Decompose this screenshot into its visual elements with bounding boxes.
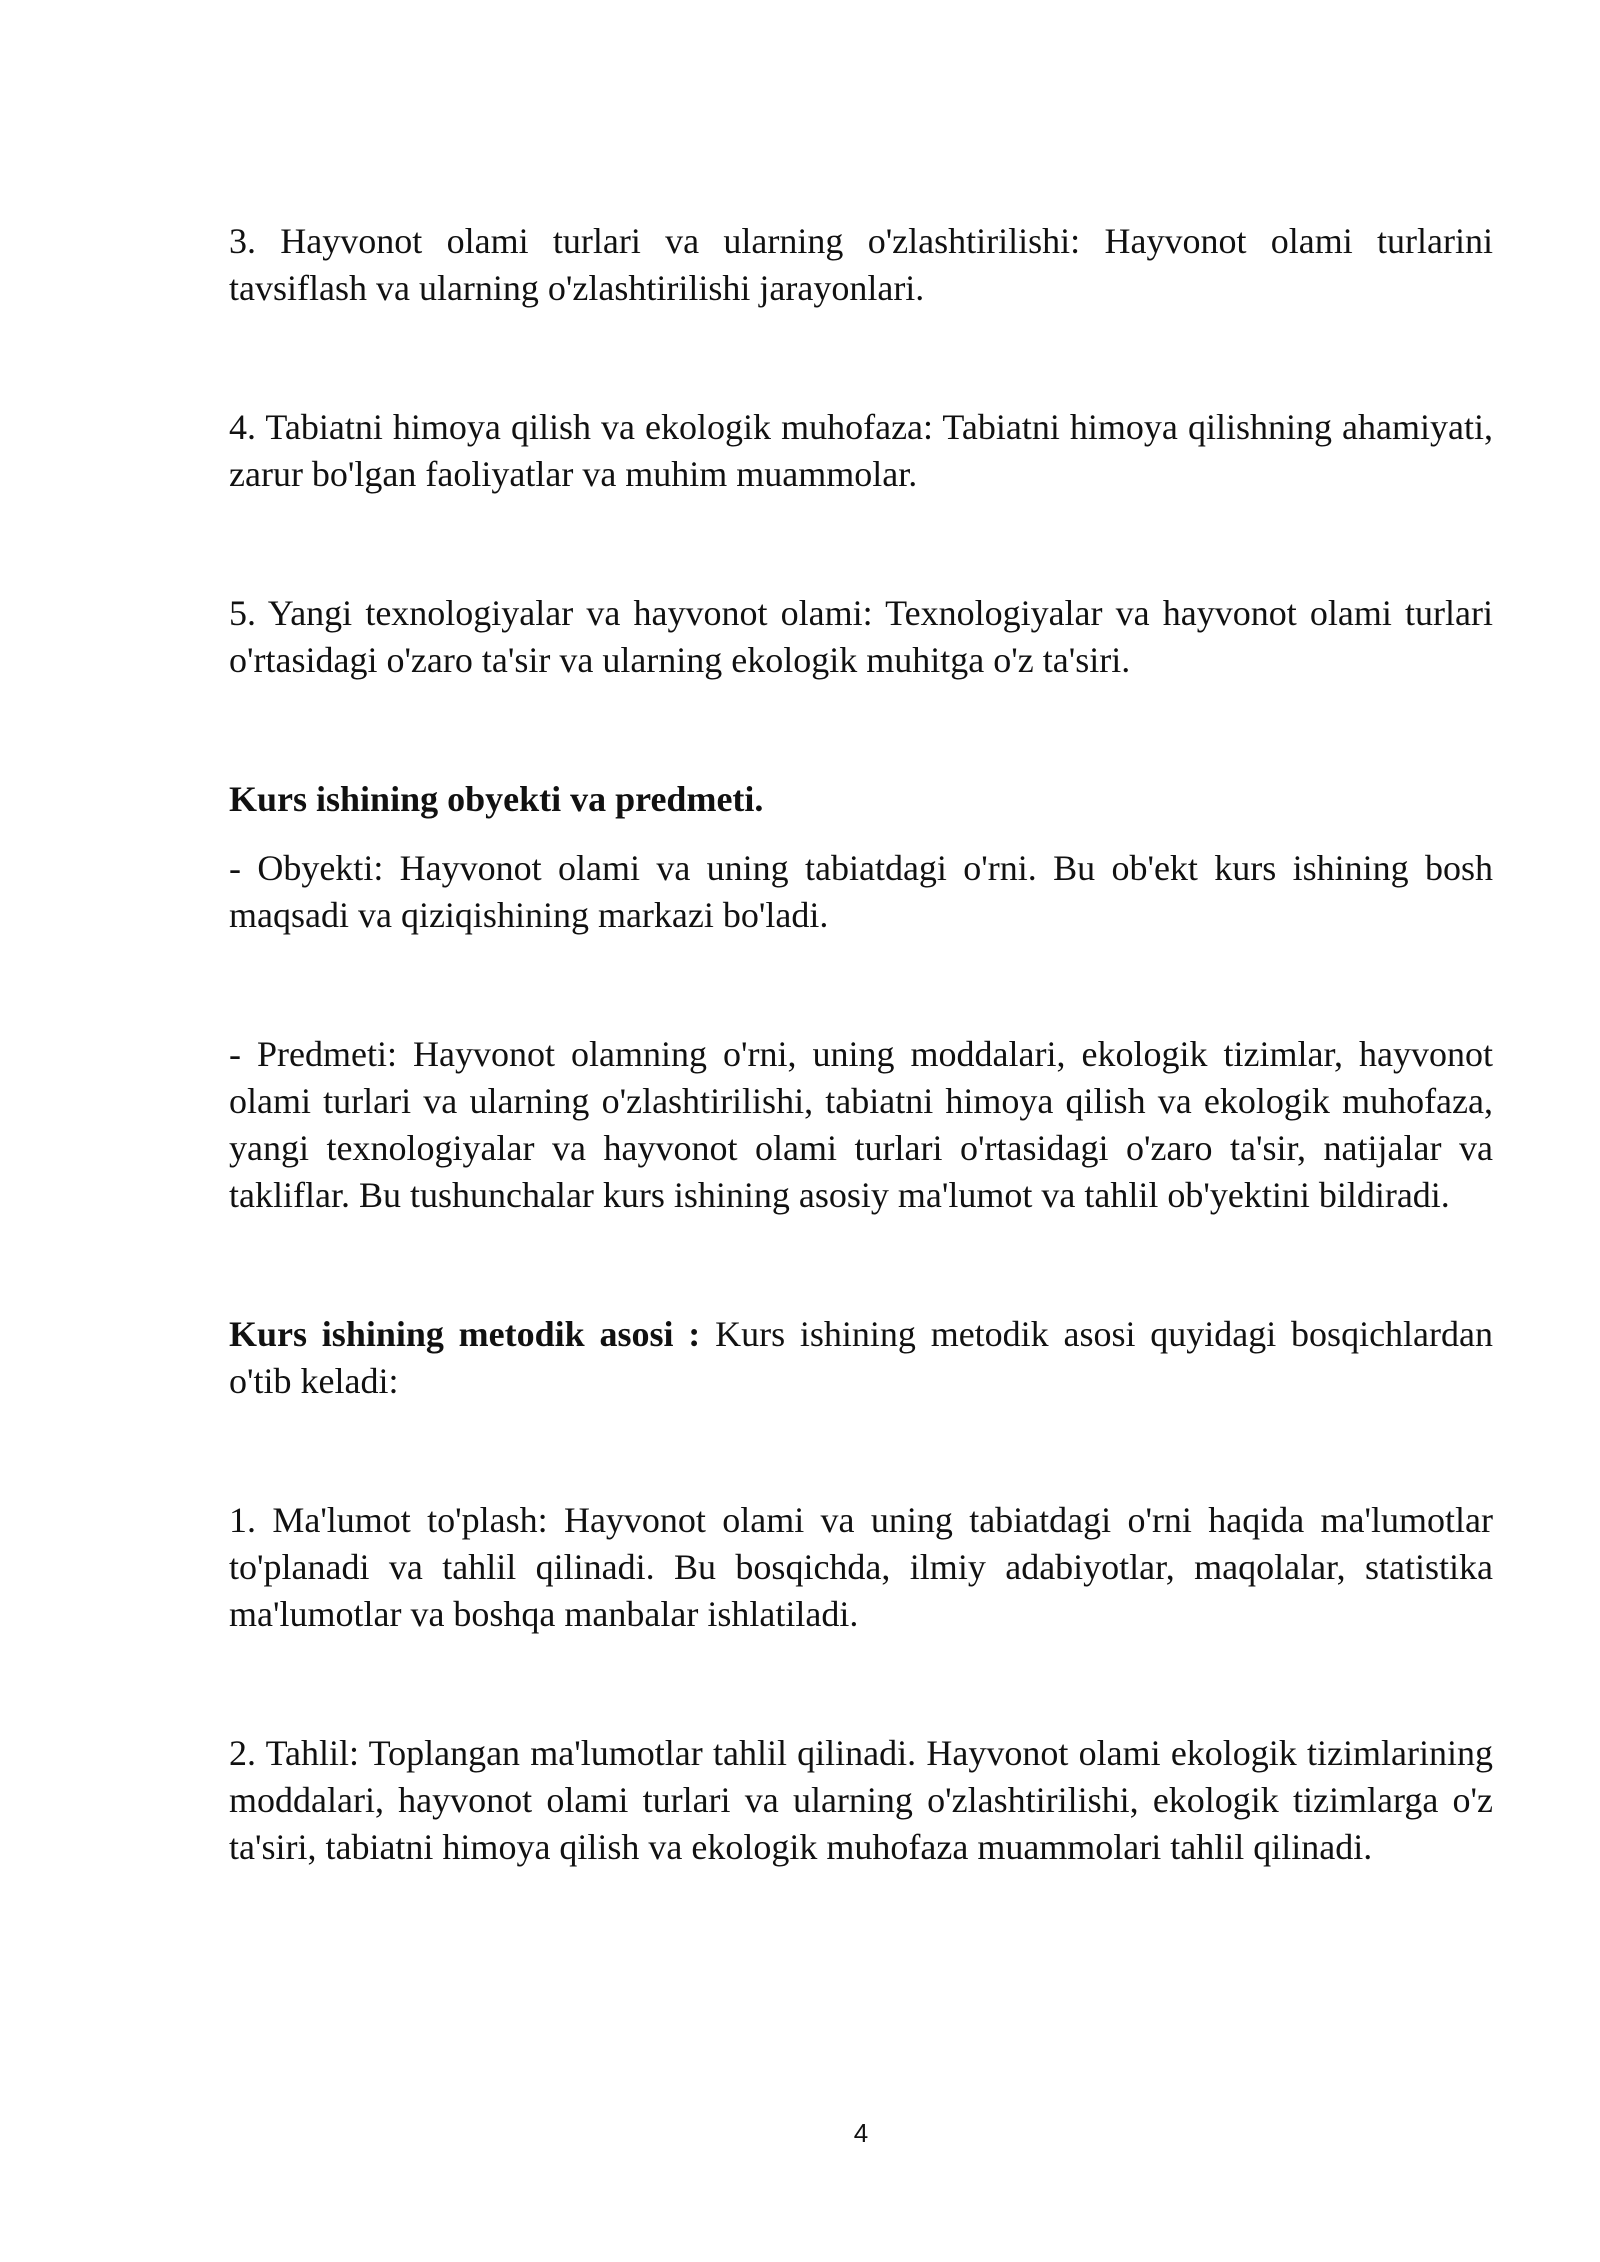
document-page: [229, 218, 1493, 1871]
paragraph-step-1: 1. Ma'lumot to'plash: Hayvonot olami va uning tabiatdagi o'rni haqida ma'lumotlar to'planadi va tahlil qilinadi. Bu bosqichda, ilmiy adabiyotlar, maqolalar, statistika ma'lumotlar va boshqa manbalar ishlatiladi.: [229, 1500, 1493, 1634]
paragraph-item-3: 3. Hayvonot olami turlari va ularning o'zlashtirilishi: Hayvonot olami turlarini tavsiflash va ularning o'zlashtirilishi jarayonlari.: [229, 221, 1493, 308]
paragraph-step-2: 2. Tahlil: Toplangan ma'lumotlar tahlil qilinadi. Hayvonot olami ekologik tizimlarining moddalari, hayvonot olami turlari va ularning o'zlashtirilishi, ekologik tizimlarga o'z ta'siri, tabiatni himoya qilish va ekologik muhofaza muammolari tahlil qilinadi.: [229, 1733, 1493, 1867]
section-heading-methodology: Kurs ishining metodik asosi :: [229, 1314, 701, 1354]
paragraph-predmeti: - Predmeti: Hayvonot olamning o'rni, uning moddalari, ekologik tizimlar, hayvonot olami turlari va ularning o'zlashtirilishi, tabiatni himoya qilish va ekologik muhofaza, yangi texnologiyalar va hayvonot olami turlari o'rtasidagi o'zaro ta'sir, natijalar va takliflar. Bu tushunchalar kurs ishining asosiy ma'lumot va tahlil ob'yektini bildiradi.: [229, 1034, 1493, 1215]
paragraph-item-4: 4. Tabiatni himoya qilish va ekologik muhofaza: Tabiatni himoya qilishning ahamiyati, zarur bo'lgan faoliyatlar va muhim muammolar.: [229, 407, 1493, 494]
paragraph-item-5: 5. Yangi texnologiyalar va hayvonot olami: Texnologiyalar va hayvonot olami turlari o'rtasidagi o'zaro ta'sir va ularning ekologik muhitga o'z ta'siri.: [229, 593, 1493, 680]
methodology-intro: Kurs ishining metodik asosi quyidagi bosqichlardan o'tib keladi:: [229, 1314, 1493, 1401]
paragraph-methodology: [229, 1311, 1493, 1405]
paragraph-obyekti: - Obyekti: Hayvonot olami va uning tabiatdagi o'rni. Bu ob'ekt kurs ishining bosh maqsadi va qiziqishining markazi bo'ladi.: [229, 848, 1493, 935]
section-heading-object: Kurs ishining obyekti va predmeti.: [229, 779, 764, 819]
page-number: 4: [853, 2118, 869, 2148]
